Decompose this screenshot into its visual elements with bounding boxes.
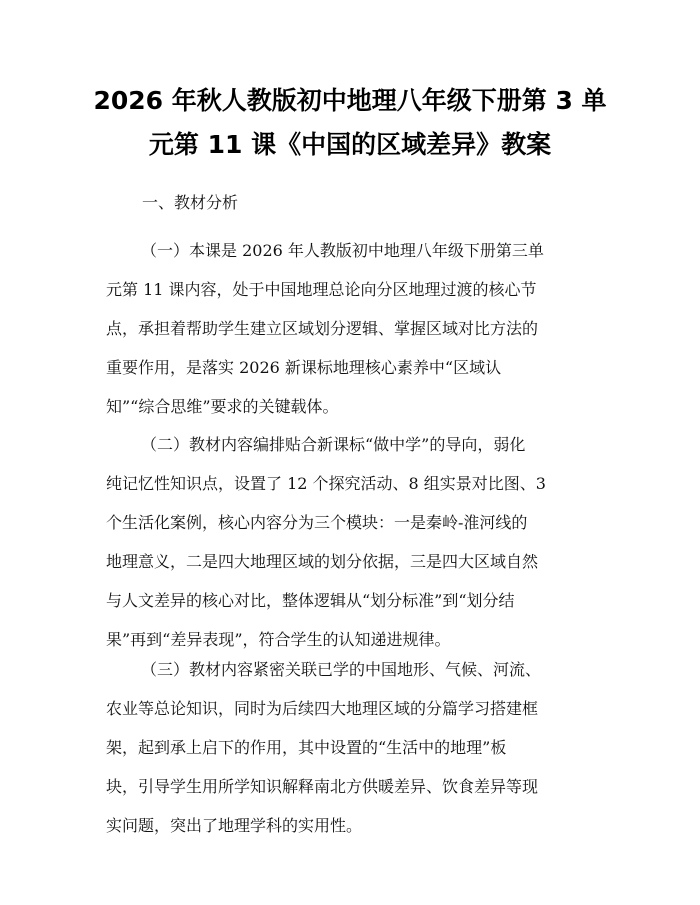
paragraph-line: 知”“综合思维”要求的关键载体。 xyxy=(106,397,339,416)
paragraph-line: 实问题，突出了地理学科的实用性。 xyxy=(106,816,363,835)
paragraph-line: 个生活化案例，核心内容分为三个模块：一是秦岭-淮河线的 xyxy=(106,513,528,532)
paragraph-1 xyxy=(106,240,606,435)
paragraph-2 xyxy=(106,434,606,668)
paragraph-line: 农业等总论知识，同时为后续四大地理区域的分篇学习搭建框 xyxy=(106,699,539,718)
paragraph-line: 纯记忆性知识点，设置了 12 个探究活动、8 组实景对比图、3 xyxy=(106,474,546,493)
paragraph-line: （二）教材内容编排贴合新课标“做中学”的导向，弱化 xyxy=(141,435,526,454)
paragraph-line: （三）教材内容紧密关联已学的中国地形、气候、河流、 xyxy=(141,660,542,679)
paragraph-line: 点，承担着帮助学生建立区域划分逻辑、掌握区域对比方法的 xyxy=(106,319,539,338)
paragraph-line: 元第 11 课内容，处于中国地理总论向分区地理过渡的核心节 xyxy=(106,280,537,299)
document-title-line-2: 元第 11 课《中国的区域差异》教案 xyxy=(148,130,552,159)
paragraph-line: 架，起到承上启下的作用，其中设置的“生活中的地理”板 xyxy=(106,738,507,757)
section-heading: 一、教材分析 xyxy=(142,193,239,212)
paragraph-line: 块，引导学生用所学知识解释南北方供暖差异、饮食差异等现 xyxy=(106,777,539,796)
paragraph-3 xyxy=(106,659,606,854)
paragraph-line: （一）本课是 2026 年人教版初中地理八年级下册第三单 xyxy=(141,241,544,260)
paragraph-line: 与人文差异的核心对比，整体逻辑从“划分标准”到“划分结 xyxy=(106,591,515,610)
paragraph-line: 果”再到“差异表现”，符合学生的认知递进规律。 xyxy=(106,630,451,649)
paragraph-line: 地理意义，二是四大地理区域的划分依据，三是四大区域自然 xyxy=(106,552,539,571)
document-title-line-1: 2026 年秋人教版初中地理八年级下册第 3 单 xyxy=(93,86,607,115)
paragraph-line: 重要作用，是落实 2026 新课标地理核心素养中“区域认 xyxy=(106,358,502,377)
